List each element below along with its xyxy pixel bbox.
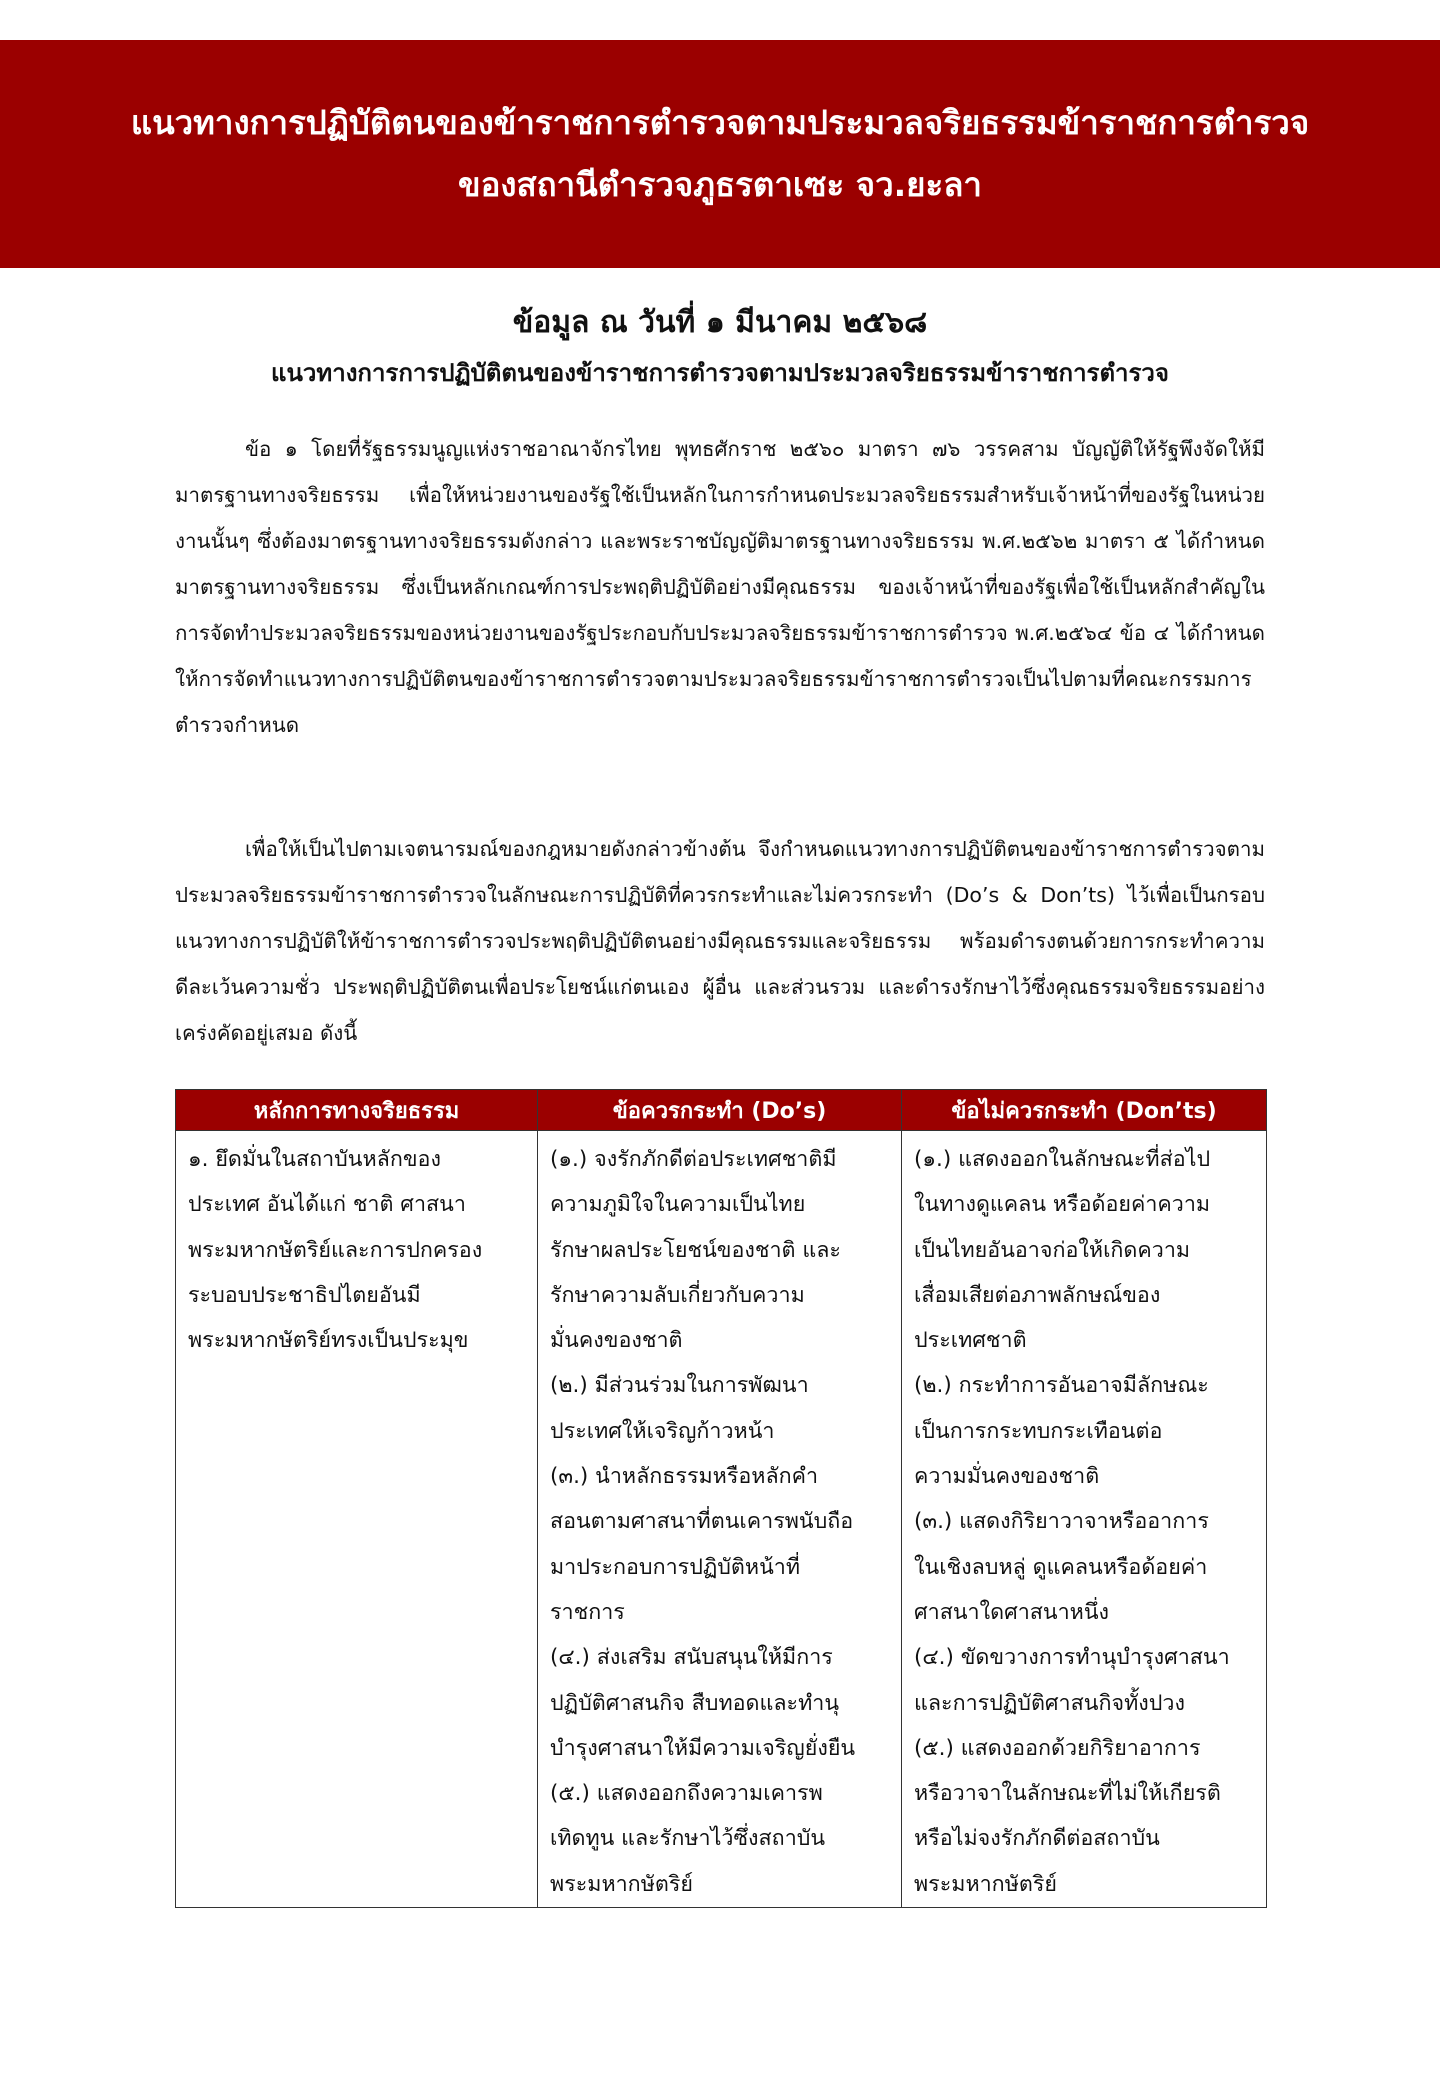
dos-line: (๔.) ส่งเสริม สนับสนุนให้มีการ bbox=[550, 1645, 833, 1671]
principle-line: ระบอบประชาธิปไตยอันมี bbox=[188, 1282, 421, 1308]
donts-line: ศาสนาใดศาสนาหนึ่ง bbox=[914, 1599, 1110, 1625]
donts-line: หรือวาจาในลักษณะที่ไม่ให้เกียรติ bbox=[914, 1781, 1221, 1807]
dos-line: ราชการ bbox=[550, 1599, 625, 1625]
donts-line: (๕.) แสดงออกด้วยกิริยาอาการ bbox=[914, 1735, 1201, 1761]
donts-line: ในทางดูแคลน หรือด้อยค่าความ bbox=[914, 1192, 1211, 1218]
principle-line: ประเทศ อันได้แก่ ชาติ ศาสนา bbox=[188, 1192, 466, 1218]
title-banner bbox=[0, 40, 1440, 268]
dos-cell bbox=[538, 1131, 902, 1908]
principle-line: พระมหากษัตริย์ทรงเป็นประมุข bbox=[188, 1328, 469, 1354]
donts-line: เป็นการกระทบกระเทือนต่อ bbox=[914, 1418, 1163, 1444]
dos-line: มั่นคงของชาติ bbox=[550, 1328, 683, 1354]
donts-line: พระมหากษัตริย์ bbox=[914, 1871, 1057, 1897]
paragraph-2: เพื่อให้เป็นไปตามเจตนารมณ์ของกฎหมายดังกล่าวข้างต้น จึงกำหนดแนวทางการปฏิบัติตนของข้าราชการตำรวจตามประมวลจริยธรรมข้าราชการตำรวจในลักษณะการปฏิบัติที่ควรกระทำและไม่ควรกระทำ (Do’s & Don’ts) ไว้เพื่อเป็นกรอบแนวทางการปฏิบัติให้ข้าราชการตำรวจประพฤติปฏิบัติตนอย่างมีคุณธรรมและจริยธรรม พร้อมดำรงตนด้วยการกระทำความดีละเว้นความชั่ว ประพฤติปฏิบัติตนเพื่อประโยชน์แก่ตนเอง ผู้อื่น และส่วนรวม และดำรงรักษาไว้ซึ่งคุณธรรมจริยธรรมอย่างเคร่งคัดอยู่เสมอ ดังนี้ bbox=[175, 837, 1265, 1045]
dos-line: (๒.) มีส่วนร่วมในการพัฒนา bbox=[550, 1373, 809, 1399]
dos-line: ประเทศให้เจริญก้าวหน้า bbox=[550, 1418, 775, 1444]
dos-line: (๓.) นำหลักธรรมหรือหลักคำ bbox=[550, 1464, 819, 1490]
section-heading: แนวทางการการปฏิบัติตนของข้าราชการตำรวจตามประมวลจริยธรรมข้าราชการตำรวจ bbox=[271, 359, 1169, 387]
donts-line: เป็นไทยอันอาจก่อให้เกิดความ bbox=[914, 1237, 1191, 1263]
principle-cell bbox=[176, 1131, 538, 1908]
table-header-row bbox=[176, 1090, 1267, 1131]
paragraph-1: ข้อ ๑ โดยที่รัฐธรรมนูญแห่งราชอาณาจักรไทย พุทธศักราช ๒๕๖๐ มาตรา ๗๖ วรรคสาม บัญญัติให้รัฐพึงจัดให้มีมาตรฐานทางจริยธรรม เพื่อให้หน่วยงานของรัฐใช้เป็นหลักในการกำหนดประมวลจริยธรรมสำหรับเจ้าหน้าที่ของรัฐในหน่วยงานนั้นๆ ซึ่งต้องมาตรฐานทางจริยธรรมดังกล่าว และพระราชบัญญัติมาตรฐานทางจริยธรรม พ.ศ.๒๕๖๒ มาตรา ๕ ได้กำหนดมาตรฐานทางจริยธรรม ซึ่งเป็นหลักเกณฑ์การประพฤติปฏิบัติอย่างมีคุณธรรม ของเจ้าหน้าที่ของรัฐเพื่อใช้เป็นหลักสำคัญในการจัดทำประมวลจริยธรรมของหน่วยงานของรัฐประกอบกับประมวลจริยธรรมข้าราชการตำรวจ พ.ศ.๒๕๖๔ ข้อ ๔ ได้กำหนดให้การจัดทำแนวทางการปฏิบัติตนของข้าราชการตำรวจตามประมวลจริยธรรมข้าราชการตำรวจเป็นไปตามที่คณะกรรมการตำรวจกำหนด bbox=[175, 437, 1265, 737]
dos-line: (๑.) จงรักภักดีต่อประเทศชาติมี bbox=[550, 1147, 837, 1172]
donts-line: (๒.) กระทำการอันอาจมีลักษณะ bbox=[914, 1373, 1209, 1399]
dos-line: เทิดทูน และรักษาไว้ซึ่งสถาบัน bbox=[550, 1826, 826, 1852]
header-dos: ข้อควรกระทำ (Do’s) bbox=[538, 1090, 902, 1131]
donts-line: และการปฏิบัติศาสนกิจทั้งปวง bbox=[914, 1690, 1185, 1716]
dos-line: ความภูมิใจในความเป็นไทย bbox=[550, 1192, 806, 1218]
donts-line: (๓.) แสดงกิริยาวาจาหรืออาการ bbox=[914, 1509, 1209, 1535]
dos-line: สอนตามศาสนาที่ตนเคารพนับถือ bbox=[550, 1509, 854, 1535]
principle-line: พระมหากษัตริย์และการปกครอง bbox=[188, 1237, 483, 1263]
title-line-1: แนวทางการปฏิบัติตนของข้าราชการตำรวจตามประมวลจริยธรรมข้าราชการตำรวจ bbox=[130, 103, 1310, 142]
donts-line: (๔.) ขัดขวางการทำนุบำรุงศาสนา bbox=[914, 1645, 1230, 1671]
dos-line: พระมหากษัตริย์ bbox=[550, 1871, 693, 1897]
dos-line: รักษาความลับเกี่ยวกับความ bbox=[550, 1282, 805, 1308]
header-principle: หลักการทางจริยธรรม bbox=[176, 1090, 538, 1131]
ethics-table bbox=[175, 1089, 1267, 1908]
table-row bbox=[176, 1131, 1267, 1908]
dos-line: (๕.) แสดงออกถึงความเคารพ bbox=[550, 1781, 823, 1807]
dos-line: มาประกอบการปฏิบัติหน้าที่ bbox=[550, 1554, 801, 1580]
heading-block bbox=[0, 298, 1440, 398]
principle-line: ๑. ยึดมั่นในสถาบันหลักของ bbox=[188, 1147, 441, 1172]
donts-line: (๑.) แสดงออกในลักษณะที่ส่อไป bbox=[914, 1147, 1211, 1172]
dos-line: ปฏิบัติศาสนกิจ สืบทอดและทำนุ bbox=[550, 1690, 840, 1716]
header-donts: ข้อไม่ควรกระทำ (Don’ts) bbox=[902, 1090, 1267, 1131]
date-subtitle: ข้อมูล ณ วันที่ ๑ มีนาคม ๒๕๖๘ bbox=[512, 305, 928, 340]
donts-line: ความมั่นคงของชาติ bbox=[914, 1464, 1100, 1490]
donts-line: ในเชิงลบหลู่ ดูแคลนหรือด้อยค่า bbox=[914, 1554, 1208, 1580]
dos-line: บำรุงศาสนาให้มีความเจริญยั่งยืน bbox=[550, 1735, 856, 1761]
dos-line: รักษาผลประโยชน์ของชาติ และ bbox=[550, 1237, 841, 1263]
donts-cell bbox=[902, 1131, 1267, 1908]
title-line-2: ของสถานีตำรวจภูธรตาเซะ จว.ยะลา bbox=[458, 165, 982, 204]
donts-line: หรือไม่จงรักภักดีต่อสถาบัน bbox=[914, 1826, 1160, 1852]
donts-line: ประเทศชาติ bbox=[914, 1328, 1027, 1354]
donts-line: เสื่อมเสียต่อภาพลักษณ์ของ bbox=[914, 1282, 1161, 1308]
